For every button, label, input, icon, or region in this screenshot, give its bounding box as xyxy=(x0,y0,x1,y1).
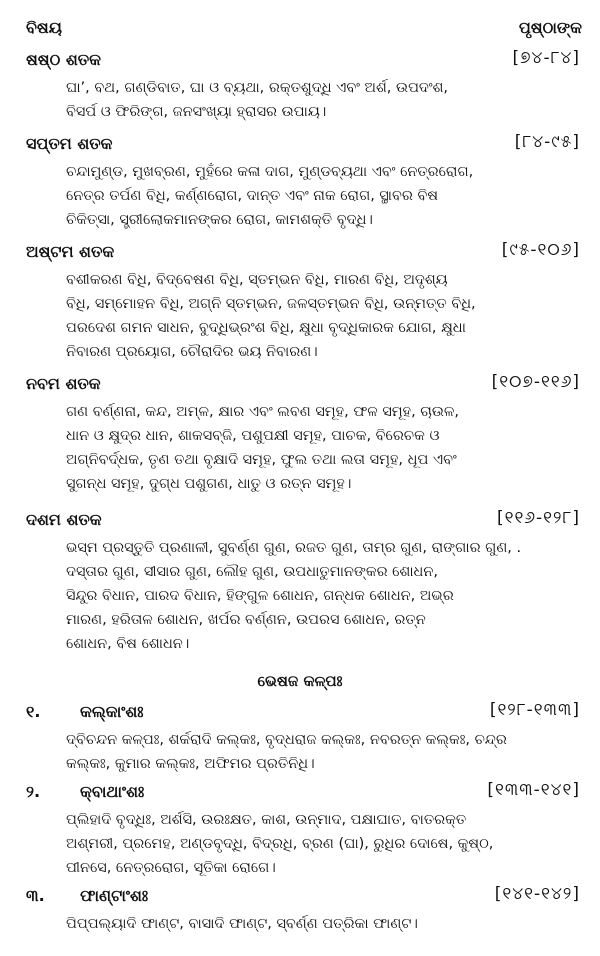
section-title: ଦଶମ ଶତକ xyxy=(26,510,102,529)
section-line: ନିବାରଣ ପ୍ରୟୋଗ, ଚୌରାଦିର ଭୟ ନିବାରଣ। xyxy=(66,344,318,360)
section-line: ଧାନ ଓ କ୍ଷୁଦ୍ର ଧାନ, ଶାକସବ୍ଜି, ପଶୁପକ୍ଷୀ ସମୂହ, ପାଚକ, ବିରେଚକ ଓ xyxy=(66,428,440,444)
section-line: ଭସ୍ମ ପ୍ରସ୍ତୁତି ପ୍ରଣାଳୀ, ସୁବର୍ଣ୍ଣ ଗୁଣ, ରଜତ ଗୁଣ, ତାମ୍ର ଗୁଣ, ରାଙ୍ଗାର ଗୁଣ, . xyxy=(66,540,522,556)
subject-header: ବିଷୟ xyxy=(26,18,62,37)
numbered-section xyxy=(0,780,600,880)
section-line: ନେତ୍ର ତର୍ପଣ ବିଧି, କର୍ଣ୍ଣରୋଗ, ଦାନ୍ତ ଏବଂ ନାକ ରୋଗ, ସ୍ଥାବର ବିଷ xyxy=(66,188,439,204)
page-range: [୧୪୧-୧୪୨] xyxy=(494,884,580,904)
page-range: [୮୪-୯୫] xyxy=(514,132,580,152)
section-line: ସୁଗନ୍ଧ ସମୂହ, ଦୁଗ୍ଧ ପଶୁଗଣ, ଧାତୁ ଓ ରତ୍ନ ସମୂହ। xyxy=(66,476,352,492)
numbered-section xyxy=(0,884,600,936)
contents-section xyxy=(0,132,600,232)
section-number: ୩. xyxy=(26,886,45,905)
contents-section xyxy=(0,508,600,656)
section-line: ଘା’, ବଥ, ଗଣ୍ଡିବାତ, ଘା ଓ ବ୍ୟଥା, ରକ୍ତଶୁଦ୍ଧି ଏବଂ ଅର୍ଶ, ଉପଦଂଶ, xyxy=(66,80,449,96)
section-number: ୨. xyxy=(26,782,41,801)
section-line: ଗଣ ବର୍ଣ୍ଣନା, କନ୍ଦ, ଅମ୍ଳ, କ୍ଷାର ଏବଂ ଲବଣ ସମୂହ, ଫଳ ସମୂହ, ଚାଉଳ, xyxy=(66,404,460,420)
section-line: ଶୋଧନ, ବିଷ ଶୋଧନ। xyxy=(66,636,190,652)
contents-section xyxy=(0,372,600,496)
section-title: କଲ୍କାଂଶଃ xyxy=(80,702,144,721)
section-line: ପିପ୍ପଲ୍ୟାଦି ଫାଣ୍ଟ, ବାସାଦି ଫାଣ୍ଟ, ସ୍ବର୍ଣ୍ଣ ପତ୍ରିକା ଫାଣ୍ଟ। xyxy=(66,916,418,932)
section-line: ବିସର୍ପ ଓ ଫିରିଙ୍ଗ, ଜନସଂଖ୍ୟା ହ୍ରାସର ଉପାୟ। xyxy=(66,104,327,120)
section-title: କ୍ବାଥାଂଶଃ xyxy=(80,782,145,801)
contents-section xyxy=(0,240,600,364)
contents-header xyxy=(26,18,582,38)
page-range: [୧୨୮-୧୩୩] xyxy=(489,700,580,720)
section-line: ବଶୀକରଣ ବିଧି, ବିଦ୍ବେଷଣ ବିଧି, ସ୍ତମ୍ଭନ ବିଧି, ମାରଣ ବିଧି, ଅଦୃଶ୍ୟ xyxy=(66,272,448,288)
page-number-header: ପୃଷ୍ଠାଙ୍କ xyxy=(518,18,582,37)
section-line: ପୀନସେ, ନେତ୍ରରୋଗ, ସୂତିକା ରୋଗେ। xyxy=(66,860,276,876)
section-line: ବିଧି, ସମ୍ମୋହନ ବିଧି, ଅଗ୍ନି ସ୍ତମ୍ଭନ, ଜଳସ୍ତମ୍ଭନ ବିଧି, ଉନ୍ମତ୍ତ ବିଧି, xyxy=(66,296,476,312)
section-line: ଅଶ୍ମରୀ, ପ୍ରମେହ, ଅଣ୍ଡବୃଦ୍ଧି, ବିଦ୍ରଧି, ବ୍ରଣ (ଘା), ରୁଧିର ଦୋଷେ, କୁଷ୍ଠ, xyxy=(66,836,494,852)
section-line: ଦସ୍ତାର ଗୁଣ, ସୀସାର ଗୁଣ, ଲୌହ ଗୁଣ, ଉପଧାତୁମାନଙ୍କର ଶୋଧନ, xyxy=(66,564,438,580)
numbered-section xyxy=(0,700,600,776)
section-line: କଲ୍କଃ, କୁମାର କଲ୍କଃ, ଅଫିମର ପ୍ରତିନିଧି। xyxy=(66,756,315,772)
center-heading: ଭେଷଜ କଳ୍ପଃ xyxy=(257,672,343,690)
section-number: ୧. xyxy=(26,702,41,721)
section-title: ଫାଣ୍ଟାଂଶଃ xyxy=(80,886,149,905)
section-line: ଅଗ୍ନିବର୍ଦ୍ଧକ, ତୃଣ ତଥା ବୃକ୍ଷାଦି ସମୂହ, ଫୁଲ ତଥା ଲତା ସମୂହ, ଧୂପ ଏବଂ xyxy=(66,452,457,468)
section-title: ସପ୍ତମ ଶତକ xyxy=(26,134,113,153)
section-line: ପ୍ଲିହାଦି ବୃଦ୍ଧିଃ, ଅର୍ଶସି, ଉରଃକ୍ଷତ, କାଶ, ଉନ୍ମାଦ, ପକ୍ଷାଘାତ, ବାତରକ୍ତ xyxy=(66,812,467,828)
section-line: ସିନ୍ଦୁର ବିଧାନ, ପାରଦ ବିଧାନ, ହିଙ୍ଗୁଳ ଶୋଧନ, ଗନ୍ଧକ ଶୋଧନ, ଅଭ୍ର xyxy=(66,588,454,604)
page-range: [୧୦୭-୧୧୬] xyxy=(491,372,580,392)
page-range: [୭୪-୮୪] xyxy=(512,48,580,68)
section-title: ଅଷ୍ଟମ ଶତକ xyxy=(26,242,115,261)
section-line: ପରଦେଶ ଗମନ ସାଧନ, ବୁଦ୍ଧିଭ୍ରଂଶ ବିଧି, କ୍ଷୁଧା ବୃଦ୍ଧିକାରକ ଯୋଗ, କ୍ଷୁଧା xyxy=(66,320,466,336)
section-line: ମାରଣ, ହରିତାଳ ଶୋଧନ, ଖର୍ପର ବର୍ଣ୍ଣନ, ଉପରସ ଶୋଧନ, ରତ୍ନ xyxy=(66,612,426,628)
page-range: [୧୩୩-୧୪୧] xyxy=(487,780,580,800)
section-line: ଚନ୍ଦାମୁଣ୍ଡ, ମୁଖବ୍ରଣ, ମୁହଁରେ କଳା ଦାଗ, ମୁଣ୍ଡବ୍ୟଥା ଏବଂ ନେତ୍ରରୋଗ, xyxy=(66,164,474,180)
section-title: ନବମ ଶତକ xyxy=(26,374,101,393)
page-range: [୯୫-୧୦୬] xyxy=(501,240,580,260)
contents-section xyxy=(0,48,600,124)
section-title: ଷଷ୍ଠ ଶତକ xyxy=(26,50,101,69)
section-line: ଦ୍ବିଚନ୍ଦନ କଳ୍ପଃ, ଶର୍କରାଦି କଲ୍କଃ, ବୃଦ୍ଧରାଜ କଲ୍କଃ, ନବରତ୍ନ କଲ୍କଃ, ଚନ୍ଦ୍ର xyxy=(66,732,507,748)
section-line: ଚିକିତ୍ସା, ସ୍ତ୍ରୀଲୋକମାନଙ୍କର ରୋଗ, କାମଶକ୍ତି ବୃଦ୍ଧି। xyxy=(66,212,373,228)
page-range: [୧୧୬-୧୨୮] xyxy=(497,508,580,528)
